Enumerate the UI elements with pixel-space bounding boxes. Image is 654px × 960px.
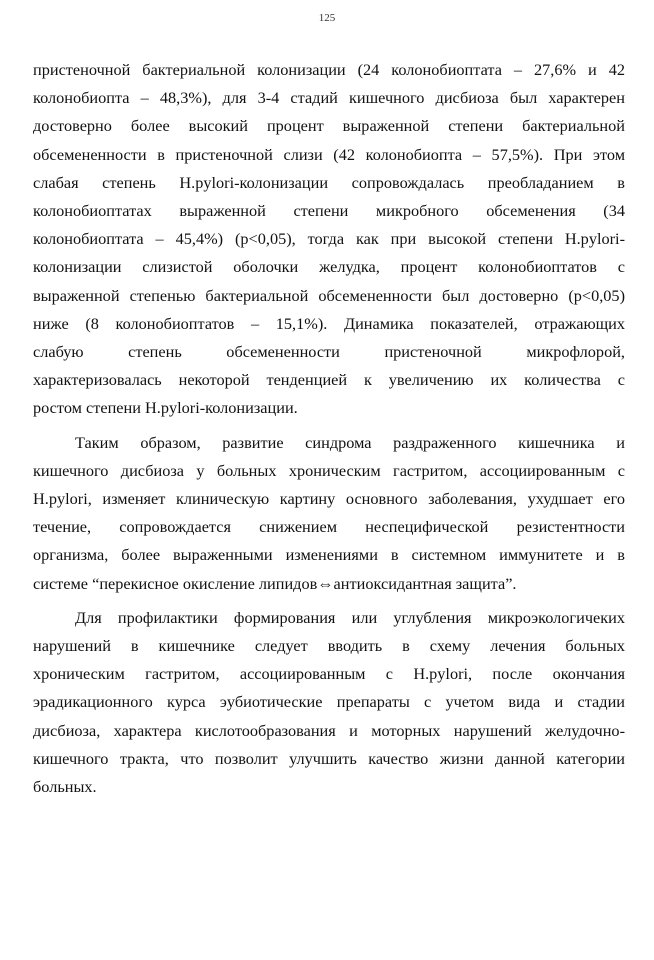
text-line: пристеночной бактериальной колонизации (24 колонобиоптата – 27,6% и 42	[33, 60, 625, 79]
text-line: нарушений в кишечнике следует вводить в схему лечения больных	[33, 636, 625, 656]
text-line: ростом степени H.pylori-колонизации.	[33, 398, 298, 418]
text-line: слабую степень обсемененности пристеночной микрофлорой,	[33, 342, 625, 362]
text-line: ниже (8 колонобиоптатов – 15,1%). Динамика показателей, отражающих	[33, 313, 625, 333]
paragraph-3	[33, 604, 625, 801]
text-line: выраженной степенью бактериальной обсемененности был достоверно (p<0,05)	[33, 285, 625, 305]
text-line: Для профилактики формирования или углубления микроэкологичеких	[75, 607, 625, 627]
text-line: течение, сопровождается снижением неспецифической резистентности	[33, 517, 625, 537]
paragraph-1	[33, 56, 625, 423]
text-line: системе “перекисное окисление липидов⇔антиоксидантная защита”.	[33, 573, 517, 593]
text-line: кишечного дисбиоза у больных хроническим гастритом, ассоциированным с	[33, 460, 625, 480]
text-line: больных.	[33, 777, 97, 797]
text-line: колонобиопта – 48,3%), для 3-4 стадий кишечного дисбиоза был характерен	[33, 88, 625, 108]
page-number: 125	[318, 12, 336, 24]
text-line: кишечного тракта, что позволит улучшить качество жизни данной категории	[33, 748, 625, 768]
paragraph-2	[33, 429, 625, 598]
text-line: дисбиоза, характера кислотообразования и моторных нарушений желудочно-	[33, 720, 625, 740]
text-line: колонобиоптата – 45,4%) (p<0,05), тогда как при высокой степени H.pylori-	[33, 229, 625, 249]
text-line: организма, более выраженными изменениями в системном иммунитете и в	[33, 545, 625, 565]
text-line: Таким образом, развитие синдрома раздраженного кишечника и	[75, 432, 625, 452]
text-line: хроническим гастритом, ассоциированным с H.pylori, после окончания	[33, 664, 625, 684]
text-line: колонобиоптатах выраженной степени микробного обсеменения (34	[33, 201, 625, 221]
text-line: обсемененности в пристеночной слизи (42 колонобиопта – 57,5%). При этом	[33, 144, 625, 164]
text-line: колонизации слизистой оболочки желудка, процент колонобиоптатов с	[33, 257, 625, 277]
text-line: H.pylori, изменяет клиническую картину основного заболевания, ухудшает его	[33, 489, 625, 509]
body-text	[33, 56, 625, 801]
text-line: слабая степень H.pylori-колонизации сопровождалась преобладанием в	[33, 172, 625, 192]
text-line: достоверно более высокий процент выраженной степени бактериальной	[33, 116, 625, 136]
text-line: характеризовалась некоторой тенденцией к увеличению их количества с	[33, 370, 625, 390]
text-line: эрадикационного курса эубиотические препараты с учетом вида и стадии	[33, 692, 625, 712]
